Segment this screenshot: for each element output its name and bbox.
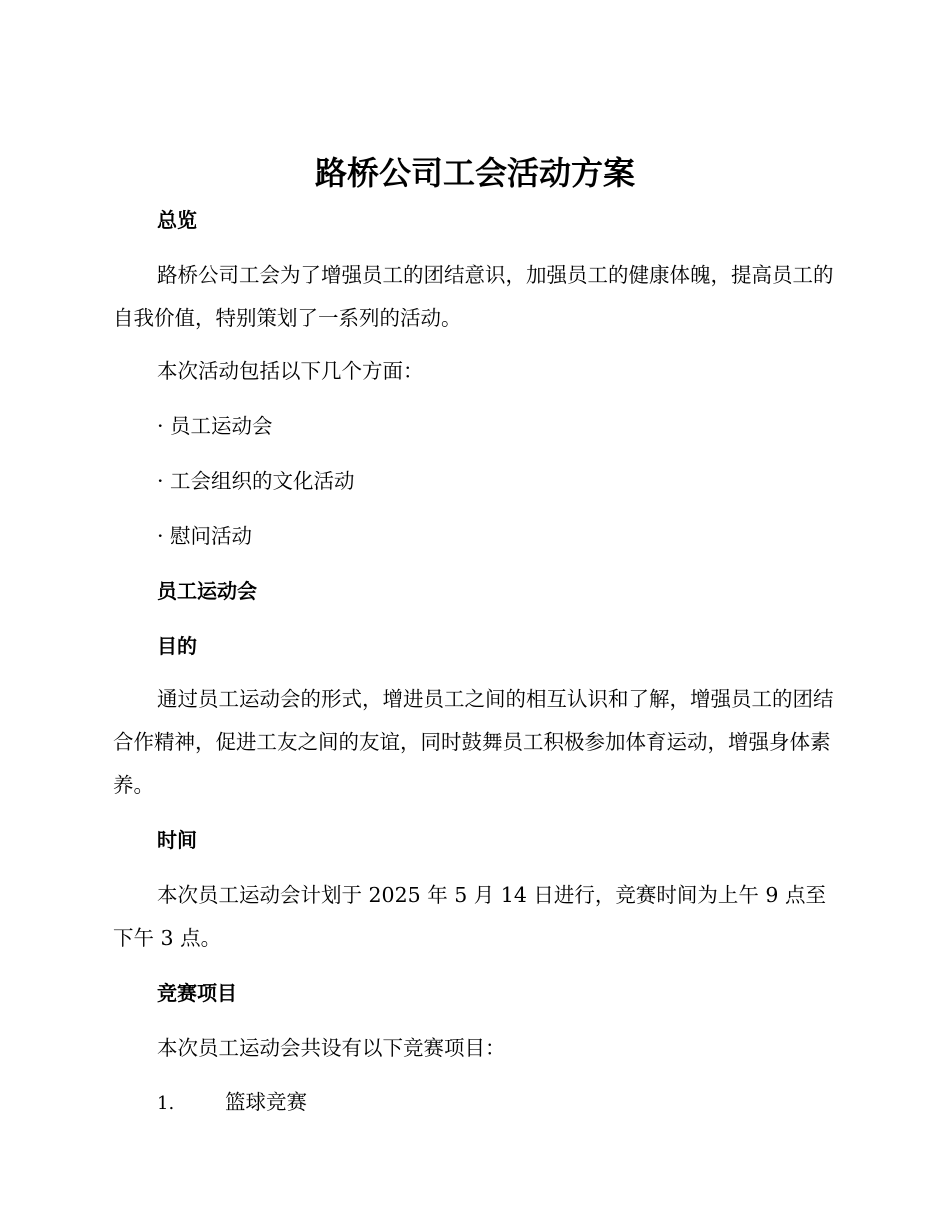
time-heading: 时间	[157, 828, 197, 852]
events-intro: 本次员工运动会共设有以下竞赛项目：	[157, 1036, 506, 1060]
sports-meet-heading: 员工运动会	[157, 579, 257, 603]
time-paragraph: 本次员工运动会计划于 2025 年 5 月 14 日进行，竞赛时间为上午 9 点至下午 3 点。	[113, 883, 826, 950]
list-item-label: 篮球竞赛	[225, 1090, 307, 1114]
bullet-item-sports-meet: · 员工运动会	[157, 414, 273, 438]
overview-paragraph: 路桥公司工会为了增强员工的团结意识，加强员工的健康体魄，提高员工的自我价值，特别策划了一系列的活动。	[113, 263, 834, 330]
overview-heading: 总览	[157, 208, 197, 232]
list-item-number: 1.	[157, 1093, 175, 1114]
bullet-item-culture: · 工会组织的文化活动	[157, 469, 355, 493]
document-title: 路桥公司工会活动方案	[314, 154, 635, 192]
events-heading: 竞赛项目	[157, 981, 237, 1005]
list-item	[157, 1088, 307, 1118]
overview-intro: 本次活动包括以下几个方面：	[157, 359, 424, 383]
purpose-paragraph: 通过员工运动会的形式，增进员工之间的相互认识和了解，增强员工的团结合作精神，促进工友之间的友谊，同时鼓舞员工积极参加体育运动，增强身体素养。	[113, 687, 834, 797]
purpose-heading: 目的	[157, 634, 197, 658]
bullet-item-condolence: · 慰问活动	[157, 524, 253, 548]
